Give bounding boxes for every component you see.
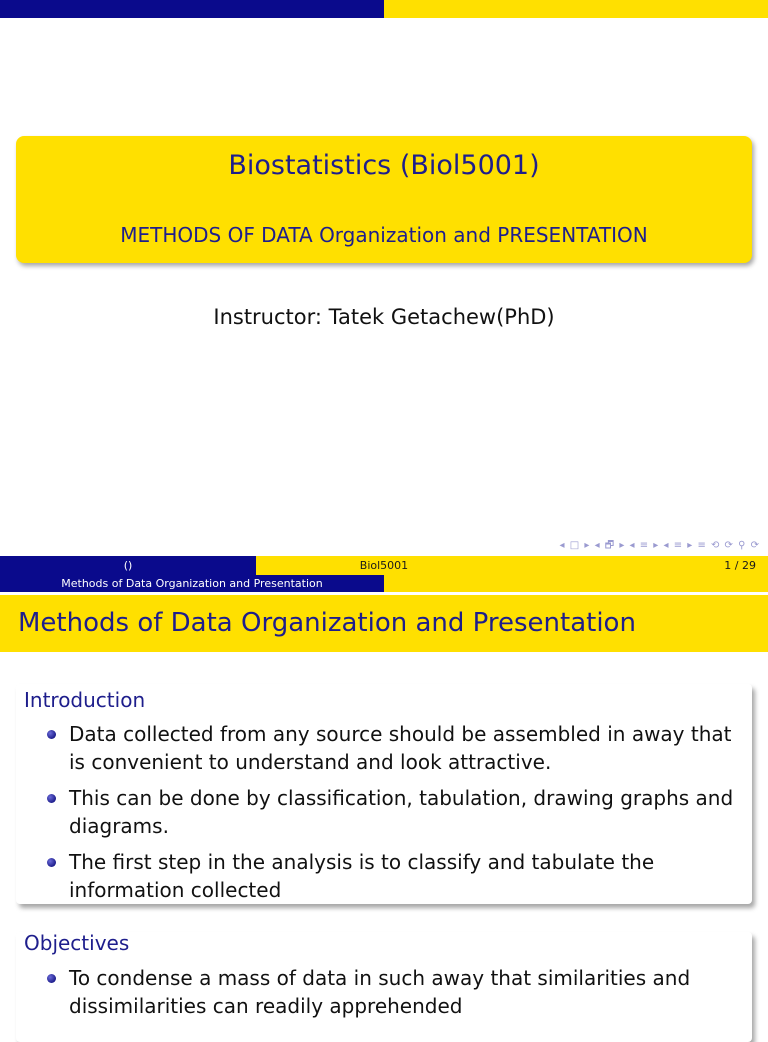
instructor-name: Instructor: Tatek Getachew(PhD) xyxy=(213,305,555,329)
list-item xyxy=(0,784,740,840)
frame-title: Methods of Data Organization and Presentation xyxy=(18,608,636,638)
bullet-icon xyxy=(47,730,56,739)
objectives-block-title: Objectives xyxy=(24,931,130,955)
bullet-icon xyxy=(47,794,56,803)
list-item-text: To condense a mass of data in such away that similarities and dissimilarities can readily apprehended xyxy=(69,966,691,1018)
bullet-icon xyxy=(47,974,56,983)
footer-empty-segment xyxy=(384,575,768,592)
beamer-navigation-icons[interactable]: ◂ □ ▸ ◂ 🗗 ▸ ◂ ≡ ▸ ◂ ≡ ▸ ≡ ⟲ ⟳ ⚲ ⟳ xyxy=(559,540,760,551)
list-item xyxy=(0,964,740,1020)
list-item xyxy=(0,848,740,904)
top-bar-yellow-segment xyxy=(384,0,768,18)
footer-course: Biol5001 xyxy=(359,559,409,572)
footer-row-bottom xyxy=(0,575,768,592)
bullet-icon xyxy=(47,858,56,867)
slide1-top-bar xyxy=(0,0,768,18)
top-bar-blue-segment xyxy=(0,0,384,18)
footer-row-top xyxy=(0,556,768,575)
list-item-text: The first step in the analysis is to classify and tabulate the information collected xyxy=(69,850,655,902)
introduction-list xyxy=(0,720,740,912)
presentation-title: Biostatistics (Biol5001) xyxy=(228,150,540,181)
slide1-footer xyxy=(0,556,768,592)
footer-short-title: Methods of Data Organization and Presentation xyxy=(61,577,323,590)
footer-author: () xyxy=(123,559,133,572)
presentation-subtitle: METHODS OF DATA Organization and PRESENTATION xyxy=(120,223,648,247)
introduction-block-title: Introduction xyxy=(24,688,146,712)
list-item-text: Data collected from any source should be assembled in away that is convenient to understand and look attractive. xyxy=(69,722,732,774)
objectives-list xyxy=(0,964,740,1028)
footer-page-number: 1 / 29 xyxy=(724,559,756,572)
list-item xyxy=(0,720,740,776)
list-item-text: This can be done by classification, tabulation, drawing graphs and diagrams. xyxy=(69,786,734,838)
